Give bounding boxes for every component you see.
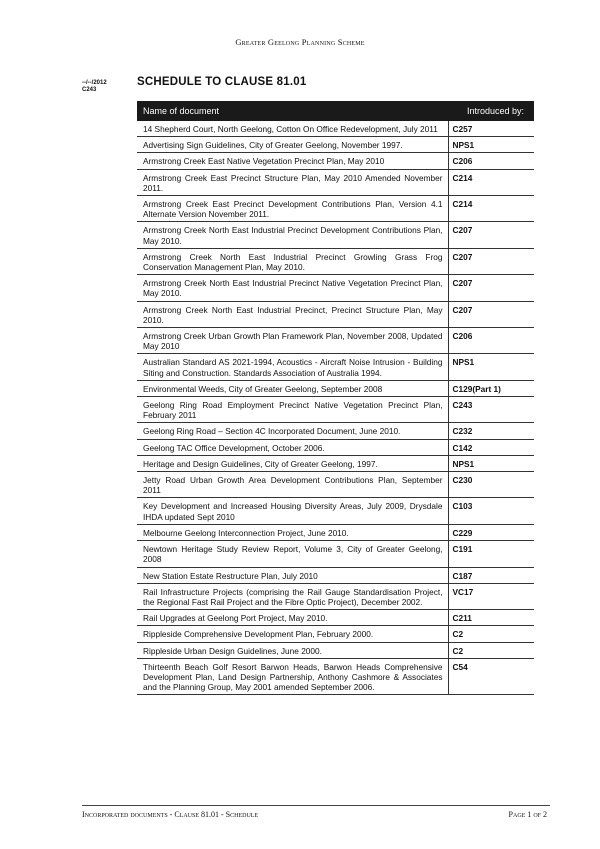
running-head: Greater Geelong Planning Scheme bbox=[235, 37, 365, 47]
document-name-cell: Rail Upgrades at Geelong Port Project, May 2010. bbox=[137, 610, 448, 626]
document-name-cell: Armstrong Creek North East Industrial Precinct Development Contributions Plan, May 2010. bbox=[137, 222, 448, 248]
document-name-cell: Geelong TAC Office Development, October 2006. bbox=[137, 439, 448, 455]
amendment-code-cell: C207 bbox=[448, 248, 534, 274]
amendment-code-cell: C191 bbox=[448, 541, 534, 567]
document-name-cell: Geelong Ring Road – Section 4C Incorporated Document, June 2010. bbox=[137, 423, 448, 439]
footer-section-label: Incorporated documents - Clause 81.01 - Schedule bbox=[82, 810, 259, 819]
table-body bbox=[137, 121, 534, 695]
amendment-code-cell: C187 bbox=[448, 567, 534, 583]
document-name-cell: Heritage and Design Guidelines, City of Greater Geelong, 1997. bbox=[137, 455, 448, 471]
amendment-code-cell: NPS1 bbox=[448, 137, 534, 153]
document-name-cell: Australian Standard AS 2021-1994, Acoustics - Aircraft Noise Intrusion - Building Siting and Construction. Standards Association of Australia 1994. bbox=[137, 354, 448, 380]
table-row bbox=[137, 541, 534, 567]
document-name-cell: Armstrong Creek East Native Vegetation Precinct Plan, May 2010 bbox=[137, 153, 448, 169]
amendment-code-cell: C211 bbox=[448, 610, 534, 626]
amendment-code-cell: C214 bbox=[448, 196, 534, 222]
table-row bbox=[137, 196, 534, 222]
page-title: SCHEDULE TO CLAUSE 81.01 bbox=[137, 76, 307, 88]
document-name-cell: Jetty Road Urban Growth Area Development Contributions Plan, September 2011 bbox=[137, 472, 448, 498]
amendment-code-cell: C207 bbox=[448, 301, 534, 327]
amendment-code-cell: C2 bbox=[448, 626, 534, 642]
document-name-cell: Armstrong Creek East Precinct Structure Plan, May 2010 Amended November 2011. bbox=[137, 169, 448, 195]
amendment-code-cell: C206 bbox=[448, 328, 534, 354]
document-name-cell: New Station Estate Restructure Plan, July 2010 bbox=[137, 567, 448, 583]
document-name-cell: Rail Infrastructure Projects (comprising the Rail Gauge Standardisation Project, the Regional Fast Rail Project and the Fibre Optic Project), December 2002. bbox=[137, 583, 448, 609]
amendment-code-cell: C54 bbox=[448, 658, 534, 695]
amendment-code-cell: C257 bbox=[448, 121, 534, 137]
table-row bbox=[137, 658, 534, 695]
amendment-code-cell: C230 bbox=[448, 472, 534, 498]
document-name-cell: Rippleside Urban Design Guidelines, June 2000. bbox=[137, 642, 448, 658]
documents-table bbox=[137, 101, 534, 695]
table-row bbox=[137, 439, 534, 455]
document-name-cell: Key Development and Increased Housing Diversity Areas, July 2009, Drysdale IHDA updated Sept 2010 bbox=[137, 498, 448, 524]
document-name-cell: Armstrong Creek North East Industrial Precinct Native Vegetation Precinct Plan, May 2010. bbox=[137, 275, 448, 301]
table-row bbox=[137, 610, 534, 626]
amendment-code-cell: C243 bbox=[448, 397, 534, 423]
table-row bbox=[137, 583, 534, 609]
document-name-cell: Geelong Ring Road Employment Precinct Native Vegetation Precinct Plan, February 2011 bbox=[137, 397, 448, 423]
table-row bbox=[137, 498, 534, 524]
table-row bbox=[137, 397, 534, 423]
amendment-number: C243 bbox=[82, 87, 97, 93]
amendment-margin-note bbox=[82, 80, 107, 94]
table-row bbox=[137, 524, 534, 540]
footer-page-number: Page 1 of 2 bbox=[508, 810, 547, 819]
table-row bbox=[137, 423, 534, 439]
amendment-code-cell: C207 bbox=[448, 222, 534, 248]
amendment-code-cell: C206 bbox=[448, 153, 534, 169]
table-row bbox=[137, 121, 534, 137]
table-row bbox=[137, 153, 534, 169]
document-name-cell: Armstrong Creek Urban Growth Plan Framework Plan, November 2008, Updated May 2010 bbox=[137, 328, 448, 354]
table-row bbox=[137, 301, 534, 327]
table-row bbox=[137, 380, 534, 396]
amendment-code-cell: C232 bbox=[448, 423, 534, 439]
table-row bbox=[137, 626, 534, 642]
amendment-code-cell: C229 bbox=[448, 524, 534, 540]
table-row bbox=[137, 137, 534, 153]
amendment-code-cell: C129(Part 1) bbox=[448, 380, 534, 396]
amendment-code-cell: C207 bbox=[448, 275, 534, 301]
document-name-cell: Armstrong Creek East Precinct Development Contributions Plan, Version 4.1 Alternate Version November 2011. bbox=[137, 196, 448, 222]
table-header-row bbox=[137, 101, 534, 121]
amendment-code-cell: C2 bbox=[448, 642, 534, 658]
table-row bbox=[137, 248, 534, 274]
amendment-code-cell: VC17 bbox=[448, 583, 534, 609]
amendment-code-cell: C142 bbox=[448, 439, 534, 455]
amendment-code-cell: C214 bbox=[448, 169, 534, 195]
column-header-introduced-by: Introduced by: bbox=[448, 101, 534, 121]
amendment-code-cell: C103 bbox=[448, 498, 534, 524]
amendment-code-cell: NPS1 bbox=[448, 455, 534, 471]
document-name-cell: Rippleside Comprehensive Development Plan, February 2000. bbox=[137, 626, 448, 642]
footer-rule bbox=[82, 805, 550, 806]
table-row bbox=[137, 222, 534, 248]
document-name-cell: 14 Shepherd Court, North Geelong, Cotton On Office Redevelopment, July 2011 bbox=[137, 121, 448, 137]
document-name-cell: Thirteenth Beach Golf Resort Barwon Heads, Barwon Heads Comprehensive Development Plan, Land Design Partnership, Anthony Cashmore & Associates and the Planning Group, May 2001 amended September 2006. bbox=[137, 658, 448, 695]
column-header-name: Name of document bbox=[137, 101, 448, 121]
document-name-cell: Armstrong Creek North East Industrial Precinct Growling Grass Frog Conservation Management Plan, May 2010. bbox=[137, 248, 448, 274]
document-name-cell: Melbourne Geelong Interconnection Project, June 2010. bbox=[137, 524, 448, 540]
document-name-cell: Environmental Weeds, City of Greater Geelong, September 2008 bbox=[137, 380, 448, 396]
table-row bbox=[137, 169, 534, 195]
table-row bbox=[137, 642, 534, 658]
document-name-cell: Advertising Sign Guidelines, City of Greater Geelong, November 1997. bbox=[137, 137, 448, 153]
amendment-code-cell: NPS1 bbox=[448, 354, 534, 380]
table-row bbox=[137, 328, 534, 354]
amendment-date: --/--/2012 bbox=[82, 80, 107, 86]
table-row bbox=[137, 472, 534, 498]
document-name-cell: Armstrong Creek North East Industrial Precinct, Precinct Structure Plan, May 2010. bbox=[137, 301, 448, 327]
table-row bbox=[137, 354, 534, 380]
table-row bbox=[137, 275, 534, 301]
table-row bbox=[137, 455, 534, 471]
document-name-cell: Newtown Heritage Study Review Report, Volume 3, City of Greater Geelong, 2008 bbox=[137, 541, 448, 567]
table-row bbox=[137, 567, 534, 583]
